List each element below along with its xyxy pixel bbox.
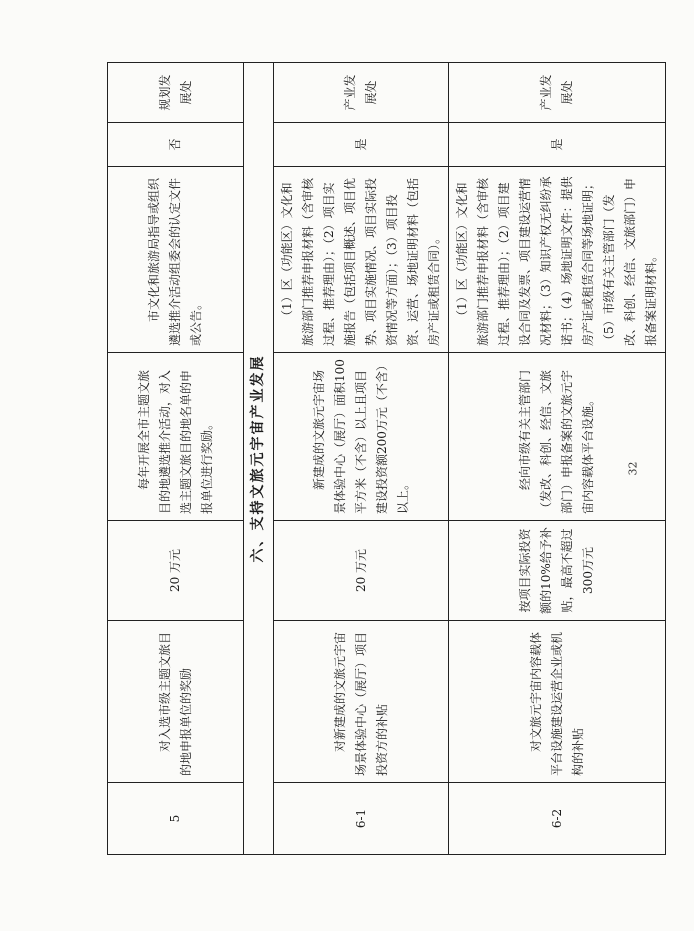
row-need-review: 是 (449, 123, 666, 167)
row-id: 5 (108, 783, 244, 855)
policy-table (107, 62, 666, 855)
table-row-6-2 (449, 63, 666, 855)
row-department: 规划发展处 (108, 63, 244, 123)
row-amount: 按项目实际投资额的10%给予补贴，最高不超过300万元 (449, 521, 666, 621)
row-need-review: 否 (108, 123, 244, 167)
row-need-review: 是 (274, 123, 449, 167)
row-id: 6-1 (274, 783, 449, 855)
table-row-6-1 (274, 63, 449, 855)
section-title: 六、支持文旅元宇宙产业发展 (244, 63, 274, 855)
row-materials: （1）区（功能区）文化和旅游部门推荐申报材料（含审核过程、推荐理由）；（2）项目建设合同及发票、项目建设运营情况材料；（3）知识产权无纠纷承诺书；（4）场地证明文件：提供房产证或租赁合同等场地证明；（5）市级有关主管部门（发改、科创、经信、文旅部门）申报备案证明材料。 (449, 167, 666, 353)
page-number: 32 (626, 461, 640, 476)
row-id: 6-2 (449, 783, 666, 855)
row-department: 产业发展处 (449, 63, 666, 123)
row-materials: 市文化和旅游局指导或组织遴选推介活动组委会的认定文件或公告。 (108, 167, 244, 353)
row-materials: （1）区（功能区）文化和旅游部门推荐申报材料（含审核过程、推荐理由）；（2）项目实施报告（包括项目概述、项目优势、项目实施情况、项目实际投资情况等方面）；（3）项目投资、运营、场地证明材料（包括房产证或租赁合同）。 (274, 167, 449, 353)
row-item: 对文旅元宇宙内容载体平台设施建设运营企业或机构的补贴 (449, 621, 666, 783)
row-condition: 经向市级有关主管部门（发改、科创、经信、文旅部门）申报备案的文旅元宇宙内容载体平台设施。 (449, 353, 666, 521)
row-department: 产业发展处 (274, 63, 449, 123)
row-condition: 每年开展全市主题文旅目的地遴选推介活动，对入选主题文旅目的地名单的申报单位进行奖励。 (108, 353, 244, 521)
row-condition: 新建成的文旅元宇宙场景体验中心（展厅）面积100平方米（不含）以上且项目建设投资额200万元（不含）以上。 (274, 353, 449, 521)
table-row-5 (108, 63, 244, 855)
row-amount: 20 万元 (274, 521, 449, 621)
row-item: 对入选市级主题文旅目的地申报单位的奖励 (108, 621, 244, 783)
section-row (244, 63, 274, 855)
row-amount: 20 万元 (108, 521, 244, 621)
row-item: 对新建成的文旅元宇宙场景体验中心（展厅）项目投资方的补贴 (274, 621, 449, 783)
